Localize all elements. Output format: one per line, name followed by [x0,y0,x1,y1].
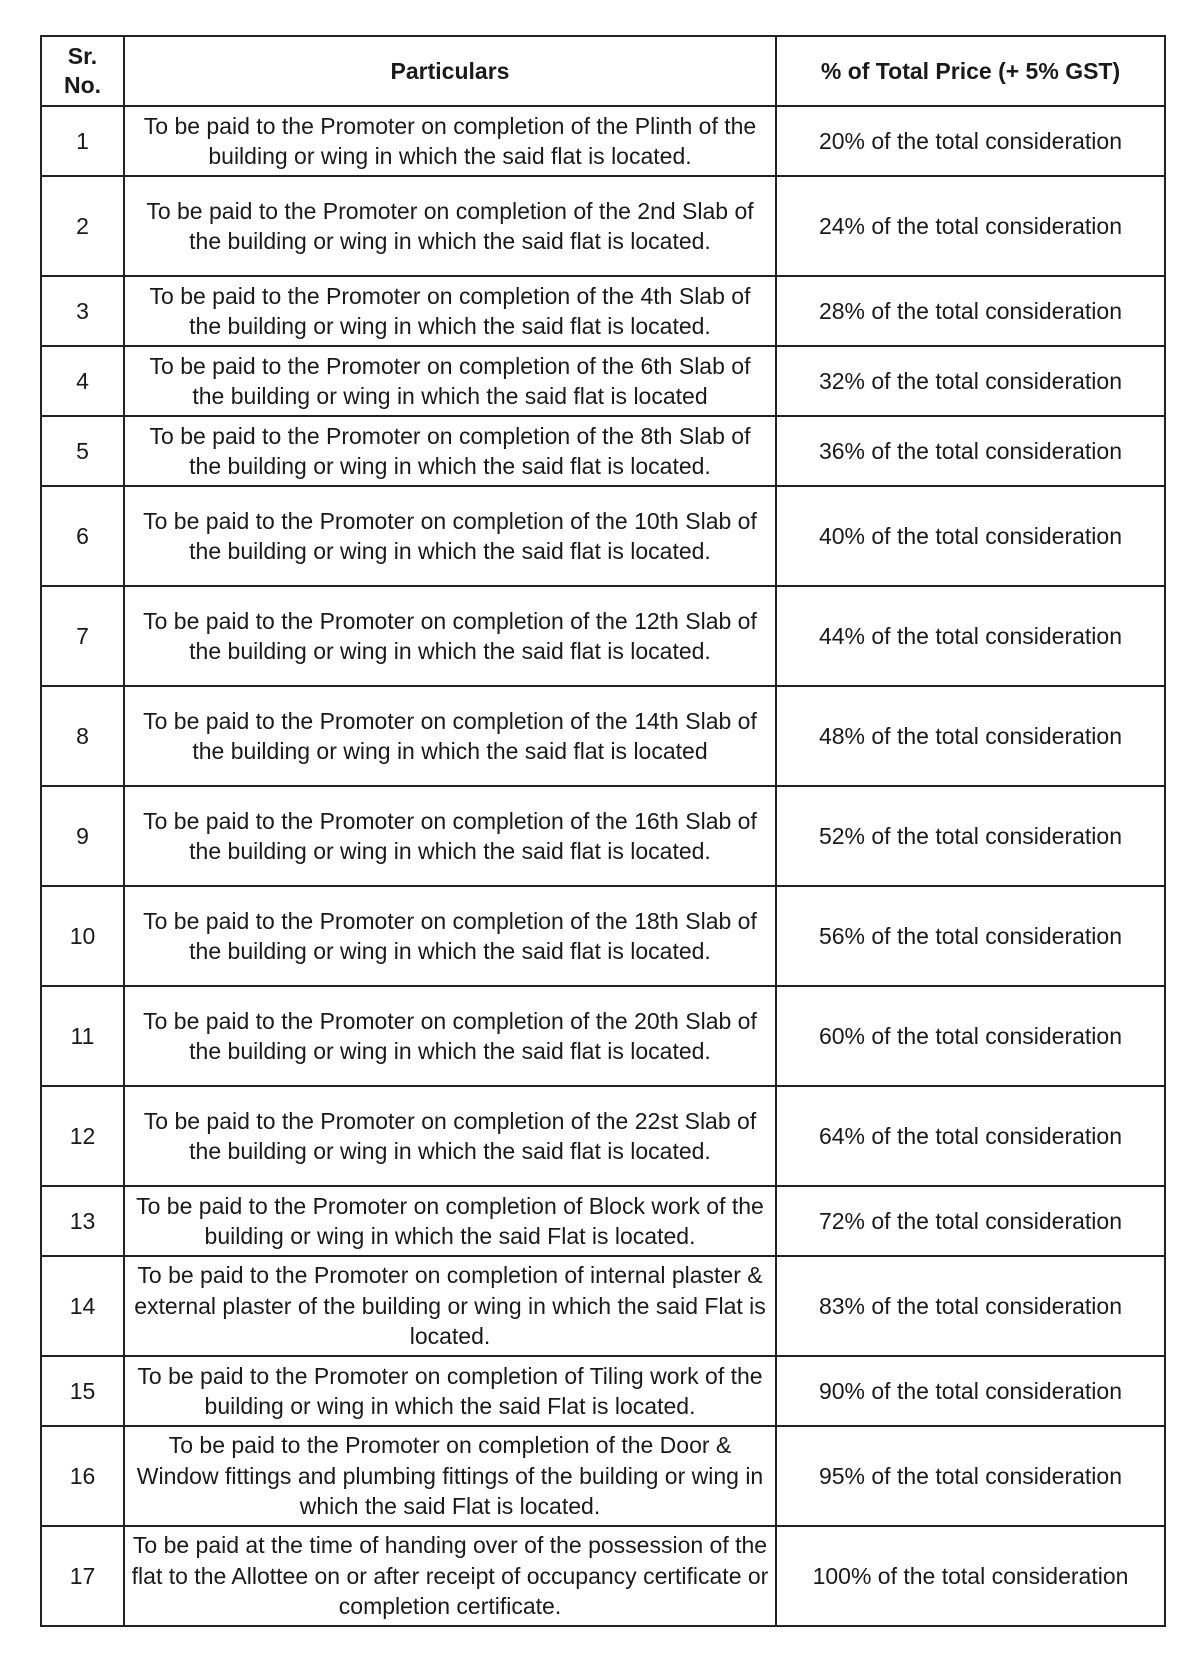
row-number: 16 [41,1426,124,1526]
row-percent: 64% of the total consideration [776,1086,1165,1186]
header-percent: % of Total Price (+ 5% GST) [776,36,1165,106]
row-number: 2 [41,176,124,276]
row-number: 15 [41,1356,124,1426]
table-header-row [41,36,1165,106]
row-number: 5 [41,416,124,486]
table-row [41,346,1165,416]
row-particulars: To be paid to the Promoter on completion of the Door & Window fittings and plumbing fittings of the building or wing in which the said Flat is located. [124,1426,776,1526]
row-number: 17 [41,1526,124,1626]
row-number: 12 [41,1086,124,1186]
row-particulars: To be paid to the Promoter on completion of the 20th Slab of the building or wing in which the said flat is located. [124,986,776,1086]
row-percent: 95% of the total consideration [776,1426,1165,1526]
row-percent: 40% of the total consideration [776,486,1165,586]
table-row [41,1426,1165,1526]
table-row [41,486,1165,586]
table-row [41,1086,1165,1186]
header-sr-no [41,36,124,106]
row-percent: 52% of the total consideration [776,786,1165,886]
table-row [41,1186,1165,1256]
table-row [41,886,1165,986]
row-number: 11 [41,986,124,1086]
row-percent: 90% of the total consideration [776,1356,1165,1426]
row-particulars: To be paid to the Promoter on completion of Block work of the building or wing in which the said Flat is located. [124,1186,776,1256]
row-percent: 36% of the total consideration [776,416,1165,486]
row-number: 6 [41,486,124,586]
row-particulars: To be paid to the Promoter on completion of the 12th Slab of the building or wing in which the said flat is located. [124,586,776,686]
table-row [41,986,1165,1086]
row-number: 9 [41,786,124,886]
row-percent: 44% of the total consideration [776,586,1165,686]
header-particulars: Particulars [124,36,776,106]
row-percent: 56% of the total consideration [776,886,1165,986]
row-number: 10 [41,886,124,986]
row-particulars: To be paid to the Promoter on completion of the 8th Slab of the building or wing in which the said flat is located. [124,416,776,486]
header-sr-no-label: Sr. No. [63,43,102,98]
row-particulars: To be paid to the Promoter on completion of the 6th Slab of the building or wing in which the said flat is located [124,346,776,416]
row-number: 4 [41,346,124,416]
row-number: 8 [41,686,124,786]
row-particulars: To be paid to the Promoter on completion of the 22st Slab of the building or wing in which the said flat is located. [124,1086,776,1186]
row-particulars: To be paid to the Promoter on completion of Tiling work of the building or wing in which the said Flat is located. [124,1356,776,1426]
row-particulars: To be paid to the Promoter on completion of the 16th Slab of the building or wing in which the said flat is located. [124,786,776,886]
row-number: 1 [41,106,124,176]
row-number: 3 [41,276,124,346]
table-row [41,276,1165,346]
row-percent: 20% of the total consideration [776,106,1165,176]
row-percent: 83% of the total consideration [776,1256,1165,1356]
table-row [41,786,1165,886]
row-number: 7 [41,586,124,686]
table-row [41,686,1165,786]
table-row [41,1356,1165,1426]
row-particulars: To be paid to the Promoter on completion of the 14th Slab of the building or wing in which the said flat is located [124,686,776,786]
row-number: 13 [41,1186,124,1256]
row-percent: 60% of the total consideration [776,986,1165,1086]
row-particulars: To be paid to the Promoter on completion of internal plaster & external plaster of the building or wing in which the said Flat is located. [124,1256,776,1356]
table-row [41,176,1165,276]
row-percent: 48% of the total consideration [776,686,1165,786]
row-percent: 72% of the total consideration [776,1186,1165,1256]
table-row [41,1526,1165,1626]
row-particulars: To be paid at the time of handing over of the possession of the flat to the Allottee on or after receipt of occupancy certificate or completion certificate. [124,1526,776,1626]
row-percent: 28% of the total consideration [776,276,1165,346]
row-particulars: To be paid to the Promoter on completion of the 4th Slab of the building or wing in which the said flat is located. [124,276,776,346]
table-body [41,106,1165,1626]
row-particulars: To be paid to the Promoter on completion of the 10th Slab of the building or wing in which the said flat is located. [124,486,776,586]
row-particulars: To be paid to the Promoter on completion of the 2nd Slab of the building or wing in which the said flat is located. [124,176,776,276]
table-row [41,416,1165,486]
row-number: 14 [41,1256,124,1356]
row-particulars: To be paid to the Promoter on completion of the Plinth of the building or wing in which the said flat is located. [124,106,776,176]
row-percent: 24% of the total consideration [776,176,1165,276]
table-row [41,106,1165,176]
payment-schedule-table [40,35,1166,1627]
table-row [41,586,1165,686]
table-row [41,1256,1165,1356]
row-particulars: To be paid to the Promoter on completion of the 18th Slab of the building or wing in which the said flat is located. [124,886,776,986]
row-percent: 32% of the total consideration [776,346,1165,416]
row-percent: 100% of the total consideration [776,1526,1165,1626]
